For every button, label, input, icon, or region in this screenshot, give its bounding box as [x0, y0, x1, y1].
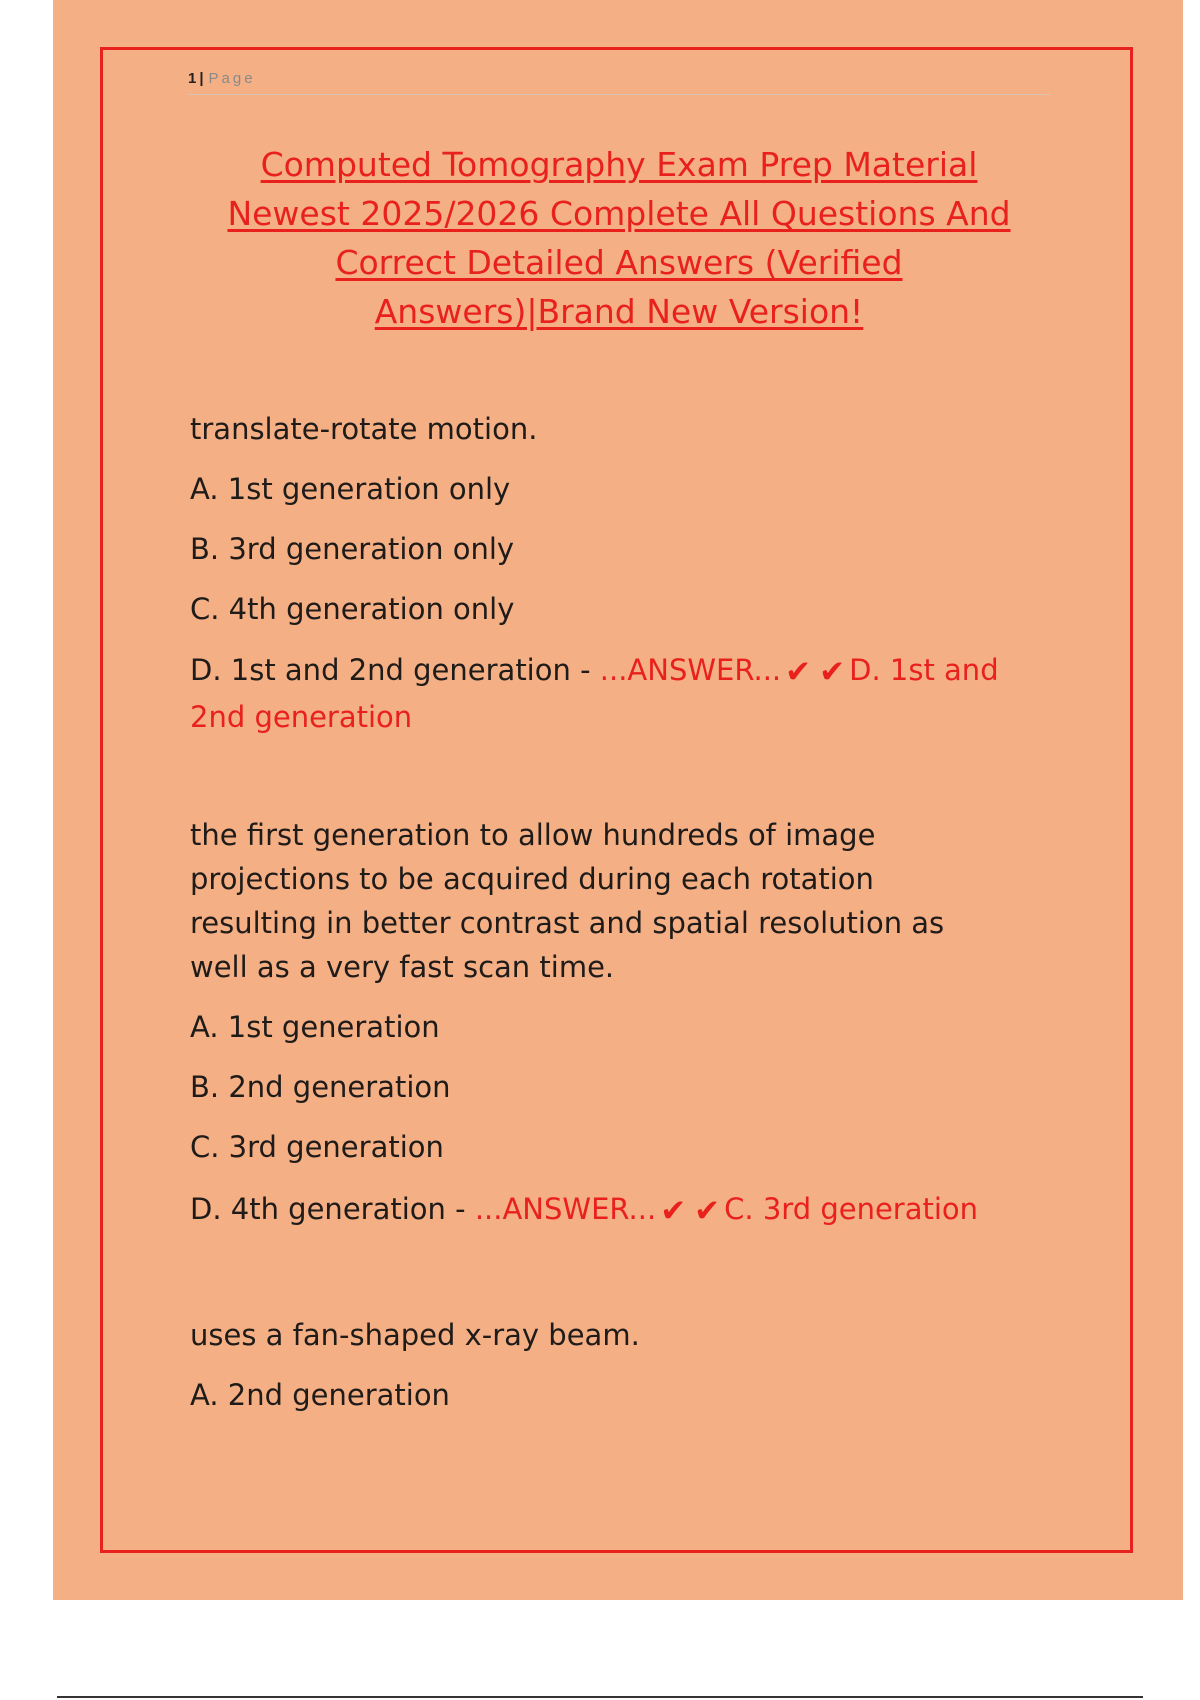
- question-1-option-c: C. 4th generation only: [190, 592, 515, 626]
- question-2-option-d-text: D. 4th generation -: [190, 1192, 475, 1226]
- page-label: Page: [208, 70, 256, 87]
- question-2-answer: C. 3rd generation: [724, 1192, 979, 1226]
- checkmark-icon: ✔: [785, 654, 812, 690]
- page-header-separator: |: [199, 70, 206, 87]
- question-2-stem-line-3: resulting in better contrast and spatial resolution as: [190, 906, 945, 940]
- question-2-stem-line-4: well as a very fast scan time.: [190, 950, 615, 984]
- checkmark-icon: ✔: [819, 654, 846, 690]
- title-line-3: Correct Detailed Answers (Verified: [335, 243, 903, 282]
- question-1-stem: translate-rotate motion.: [190, 412, 538, 446]
- question-3-option-a: A. 2nd generation: [190, 1378, 450, 1412]
- document-title: [188, 140, 1050, 336]
- question-1-option-b: B. 3rd generation only: [190, 532, 515, 566]
- checkmark-icon: ✔: [660, 1193, 687, 1229]
- title-line-1: Computed Tomography Exam Prep Material: [260, 145, 978, 184]
- answer-prefix: ...ANSWER...: [599, 653, 782, 687]
- question-3-stem: uses a fan-shaped x-ray beam.: [190, 1318, 640, 1352]
- question-2-stem-line-1: the first generation to allow hundreds of image: [190, 818, 876, 852]
- title-line-2: Newest 2025/2026 Complete All Questions And: [227, 194, 1011, 233]
- question-2-stem-line-2: projections to be acquired during each rotation: [190, 862, 874, 896]
- answer-prefix: ...ANSWER...: [474, 1192, 657, 1226]
- question-2-option-c: C. 3rd generation: [190, 1130, 444, 1164]
- page-number: 1: [188, 70, 199, 87]
- checkmark-icon: ✔: [694, 1193, 721, 1229]
- question-1-option-a: A. 1st generation only: [190, 472, 511, 506]
- page-header: [188, 70, 1050, 95]
- question-1-option-d-text: D. 1st and 2nd generation -: [190, 653, 600, 687]
- question-2-option-a: A. 1st generation: [190, 1010, 440, 1044]
- title-line-4: Answers)|Brand New Version!: [374, 292, 864, 331]
- question-2-option-b: B. 2nd generation: [190, 1070, 451, 1104]
- question-1-answer-continued: 2nd generation: [190, 700, 413, 734]
- bottom-divider: [57, 1696, 1143, 1698]
- question-1-answer: D. 1st and: [849, 653, 999, 687]
- question-1-option-d: [190, 653, 999, 688]
- question-2-option-d: [190, 1192, 978, 1227]
